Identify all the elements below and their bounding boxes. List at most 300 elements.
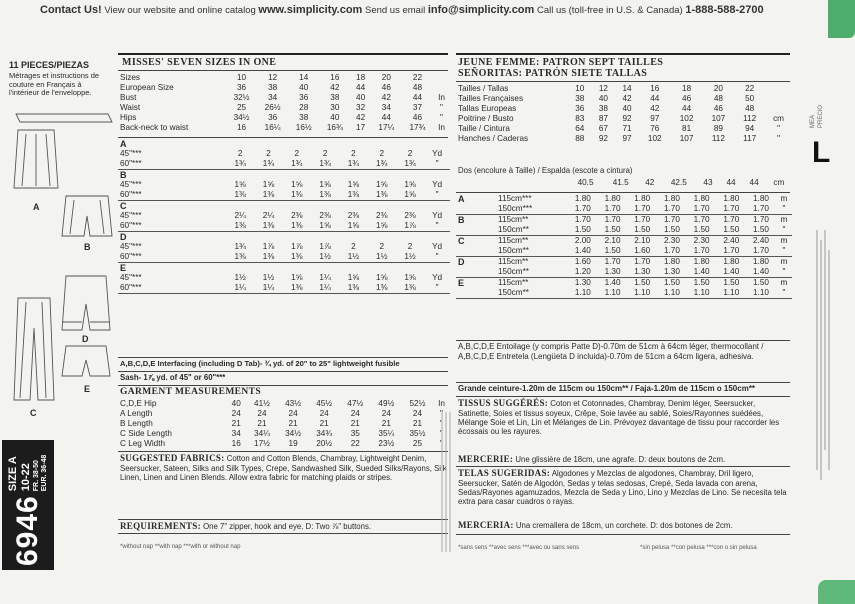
- table-cell: 25: [236, 103, 247, 112]
- row-label: Tallas Europeas: [458, 104, 517, 113]
- yardage-cell: 1½: [234, 273, 246, 282]
- yardage-cell: 1¼: [234, 283, 246, 292]
- tissus-suggeres: [458, 398, 790, 437]
- fabric-width-label: 150cm**: [498, 225, 529, 234]
- yardage-cell: 1⅜: [376, 190, 388, 199]
- table-cell: 21: [288, 419, 298, 428]
- fabric-width-label: 60"***: [120, 190, 142, 199]
- misses-top-rule: [118, 53, 448, 55]
- row-label: B Length: [120, 419, 153, 428]
- green-tab-bottom-decoration: [818, 580, 855, 604]
- yardage-cell: 1⅝: [347, 180, 360, 189]
- yardage-row: [118, 190, 450, 201]
- yardage-cell: 1.80: [574, 194, 591, 203]
- yardage-cell: 1.10: [634, 288, 651, 297]
- table-cell: 24: [381, 409, 391, 418]
- yardage-cell: 1½: [262, 273, 275, 282]
- table-cell: 38: [299, 113, 309, 122]
- table-row: [456, 124, 792, 134]
- unit-cell: [433, 73, 450, 83]
- table-cell: 42: [650, 104, 660, 113]
- yardage-cell: 1.70: [663, 204, 680, 213]
- view-heading-row: [118, 201, 450, 212]
- table-cell: 12: [598, 84, 608, 93]
- unit-cell: ": [782, 288, 786, 297]
- email-link[interactable]: info@simplicity.com: [427, 4, 535, 16]
- table-cell: 43½: [285, 399, 302, 408]
- yardage-cell: 1.80: [753, 257, 769, 266]
- fabric-width-label: 60"***: [120, 221, 142, 230]
- dos-cell: 42: [645, 178, 655, 187]
- table-row: [456, 94, 792, 104]
- yardage-cell: 1¾: [376, 159, 388, 168]
- tissus-rule: [456, 396, 790, 397]
- fabric-width-label: 115cm**: [498, 278, 529, 287]
- row-label: C Leg Width: [120, 439, 166, 448]
- mercerie-text: Une glissière de 18cm, une agrafe. D: deux boutons de 2cm.: [515, 455, 726, 464]
- yardage-cell: 1.50: [693, 278, 710, 287]
- table-cell: 16: [236, 123, 247, 132]
- yardage-cell: 2: [294, 149, 300, 158]
- unit-cell: cm: [773, 114, 784, 123]
- view-letter: A: [458, 194, 465, 204]
- yardage-cell: 1¾: [262, 159, 275, 168]
- fabric-width-label: 150cm***: [498, 204, 533, 213]
- table-cell: 21: [350, 419, 360, 428]
- website-link[interactable]: www.simplicity.com: [258, 4, 363, 16]
- view-letter: C: [458, 236, 465, 246]
- french-instructions-note: Métrages et instructions de couture en Français à l'intérieur de l'enveloppe.: [9, 71, 100, 98]
- yardage-cell: 2: [322, 149, 328, 158]
- yardage-cell: 1⅜: [291, 283, 303, 292]
- view-heading-row: [118, 232, 450, 243]
- table-cell: 64: [575, 124, 585, 133]
- yardage-cell: 1.50: [604, 225, 621, 234]
- table-cell: 38: [268, 83, 278, 92]
- table-cell: 25: [412, 439, 422, 448]
- yardage-cell: 1⅜: [234, 190, 246, 199]
- yardage-cell: 1.80: [723, 257, 740, 266]
- yardage-cell: 1.70: [693, 204, 710, 213]
- unit-cell: Yd: [432, 149, 443, 158]
- unit-cell: [433, 83, 450, 93]
- table-cell: 20: [713, 84, 723, 93]
- yardage-cell: 1.60: [574, 257, 591, 266]
- row-label: C Side Length: [120, 429, 172, 438]
- table-cell: 28: [299, 103, 309, 112]
- table-cell: 107: [711, 114, 726, 123]
- yardage-cell: 2.30: [693, 236, 710, 245]
- unit-cell: [765, 94, 792, 104]
- yardage-cell: 1.20: [574, 267, 591, 276]
- table-row: [456, 84, 792, 94]
- table-row: [118, 73, 450, 83]
- view-label-c: C: [30, 408, 37, 418]
- row-label: Tailles / Tallas: [458, 84, 509, 93]
- table-cell: 76: [650, 124, 660, 133]
- table-cell: 46: [381, 83, 391, 92]
- yardage-cell: 1⅜: [262, 221, 275, 230]
- unit-cell: Yd: [432, 211, 443, 220]
- row-label: Waist: [120, 103, 141, 112]
- table-cell: 14: [622, 84, 632, 93]
- yardage-cell: 1.10: [723, 288, 740, 297]
- unit-cell: ": [435, 283, 439, 292]
- unit-cell: m: [780, 257, 788, 266]
- table-cell: 42: [330, 83, 340, 92]
- table-cell: 26½: [264, 103, 281, 112]
- table-cell: 40: [299, 83, 309, 92]
- dos-label: Dos (encolure à Taille) / Espalda (escote a cintura): [458, 166, 633, 175]
- yardage-row: [118, 242, 450, 252]
- table-cell: 67: [598, 124, 608, 133]
- fabric-width-label: 115cm**: [498, 236, 529, 245]
- yardage-cell: 1⅜: [291, 252, 303, 261]
- contact-bar: [40, 4, 764, 16]
- yardage-cell: 1.30: [663, 267, 680, 276]
- fabric-width-label: 60"***: [120, 159, 142, 168]
- table-cell: 41½: [254, 399, 270, 408]
- fabric-width-label: 150cm**: [498, 267, 529, 276]
- entoilage-text: A,B,C,D,E Entoilage (y compris Patte D)-0.70m de 51cm à 64cm léger, thermocollant / A,B,C,D,E Entretela (Lengüeta D incluida)-0.70m de 51cm a 64cm ligera, adhesiva.: [458, 342, 764, 361]
- yardage-row: [118, 180, 450, 190]
- table-cell: 24: [257, 409, 267, 418]
- unit-cell: [765, 104, 792, 114]
- table-cell: 112: [743, 114, 757, 123]
- jeune-body-table: [456, 84, 792, 144]
- table-cell: 44: [356, 83, 366, 92]
- yardage-row: [456, 257, 792, 268]
- yardage-row: [118, 252, 450, 263]
- misses-title-rule: [118, 70, 448, 71]
- table-cell: 87: [598, 114, 608, 123]
- dos-cell: 40.5: [577, 178, 594, 187]
- yardage-cell: 1⅝: [404, 180, 416, 189]
- yardage-cell: 2: [407, 149, 413, 158]
- interfacing-text: A,B,C,D,E Interfacing (including D Tab)- ¾ yd. of 20" to 25" lightweight fusible: [120, 359, 400, 368]
- yardage-cell: 1.10: [693, 288, 710, 297]
- yardage-cell: 1.70: [723, 246, 740, 255]
- yardage-cell: 1.30: [634, 267, 651, 276]
- yardage-cell: 1.80: [723, 194, 740, 203]
- green-tab-decoration: [828, 0, 855, 38]
- unit-cell: ": [435, 221, 439, 230]
- table-cell: 44: [650, 94, 660, 103]
- unit-cell: In: [438, 93, 445, 102]
- table-row: [456, 114, 792, 124]
- yardage-cell: 1⅞: [291, 242, 303, 251]
- yardage-cell: 1¼: [319, 273, 331, 282]
- row-label: Back-neck to waist: [120, 123, 189, 132]
- mercerie-label: MERCERIE:: [458, 454, 514, 464]
- yardage-cell: 1¾: [234, 242, 246, 251]
- yardage-cell: 1⅜: [404, 283, 416, 292]
- requirements-text: One 7" zipper, hook and eye. D: Two ⅞" buttons.: [203, 522, 372, 531]
- fabric-width-label: 60"***: [120, 283, 142, 292]
- yardage-cell: 1.80: [634, 194, 651, 203]
- row-label: Poitrine / Busto: [458, 114, 514, 123]
- measure-logo-line2: PRECIO: [818, 104, 824, 128]
- view-letter: [456, 267, 496, 278]
- unit-cell: ": [440, 409, 443, 418]
- view-letter: [456, 246, 496, 257]
- yardage-cell: 1.70: [634, 215, 651, 224]
- yardage-cell: 1.70: [634, 204, 651, 213]
- table-cell: 22: [745, 84, 755, 93]
- yardage-cell: 1.50: [723, 278, 740, 287]
- dos-cell: 44: [749, 178, 759, 187]
- yardage-cell: 1.10: [663, 288, 680, 297]
- table-cell: 92: [598, 134, 608, 143]
- unit-cell: Yd: [432, 180, 443, 189]
- yardage-cell: 1⅞: [262, 242, 275, 251]
- table-cell: 21: [257, 419, 267, 428]
- view-sketches-icon: [8, 108, 120, 408]
- table-cell: 18: [682, 84, 692, 93]
- fabric-width-label: 45"***: [120, 149, 142, 158]
- yardage-row: [456, 246, 792, 257]
- table-cell: 46: [682, 94, 692, 103]
- table-row: [118, 93, 450, 103]
- table-cell: 40: [356, 93, 366, 102]
- table-cell: 102: [679, 114, 694, 123]
- suggested-fabrics-label: SUGGESTED FABRICS:: [120, 453, 225, 463]
- row-label: C,D,E Hip: [120, 399, 157, 408]
- view-letter: B: [458, 215, 465, 225]
- yardage-cell: 1¾: [404, 159, 416, 168]
- yardage-cell: 1⅝: [319, 180, 331, 189]
- unit-cell: ": [440, 103, 443, 112]
- pieces-count: 11 PIECES/PIEZAS: [9, 60, 90, 70]
- table-cell: 34½: [285, 429, 302, 438]
- yardage-cell: 1⅝: [376, 273, 388, 282]
- table-cell: 36: [268, 113, 278, 122]
- yardage-cell: 1⅝: [404, 190, 416, 199]
- table-cell: 36: [236, 83, 247, 92]
- yardage-row: [456, 288, 792, 299]
- table-cell: 35: [350, 429, 360, 438]
- yardage-cell: 1⅝: [376, 221, 388, 230]
- merceria-label: MERCERIA:: [458, 520, 514, 530]
- yardage-cell: 1.30: [604, 267, 621, 276]
- yardage-cell: 1¾: [234, 159, 246, 168]
- yardage-cell: 1.70: [663, 246, 680, 255]
- unit-cell: ": [435, 252, 439, 261]
- table-row: [118, 83, 450, 93]
- yardage-cell: 1⅝: [234, 180, 246, 189]
- table-cell: 16¾: [326, 123, 343, 132]
- copyright-fineprint-mid-icon: [382, 352, 462, 562]
- yardage-row: [118, 283, 450, 294]
- table-cell: 92: [622, 114, 632, 123]
- yardage-cell: 1.30: [574, 278, 591, 287]
- table-cell: 32: [356, 103, 366, 112]
- dos-values-row: [456, 178, 792, 188]
- yardage-cell: 1.50: [604, 246, 621, 255]
- unit-cell: ": [782, 204, 786, 213]
- table-cell: 22: [412, 73, 422, 82]
- fabric-width-label: 45"***: [120, 211, 142, 220]
- unit-cell: Yd: [432, 242, 443, 251]
- row-label: A Length: [120, 409, 153, 418]
- table-cell: 42: [356, 113, 366, 122]
- yardage-cell: 2: [351, 242, 356, 251]
- table-cell: 21: [412, 419, 422, 428]
- table-cell: 48: [713, 94, 723, 103]
- yardage-cell: 1.50: [753, 225, 769, 234]
- yardage-cell: 2: [407, 242, 413, 251]
- pattern-number-badge: [2, 440, 54, 570]
- yardage-cell: 1.70: [753, 246, 769, 255]
- yardage-cell: 1⅝: [291, 180, 303, 189]
- table-cell: 19: [288, 439, 298, 448]
- table-cell: 112: [711, 134, 725, 143]
- yardage-cell: 1⅜: [262, 190, 275, 199]
- merceria-bottom-rule: [456, 534, 790, 535]
- yardage-cell: 1.40: [604, 278, 621, 287]
- view-letter: B: [120, 170, 127, 180]
- table-cell: 34: [268, 93, 278, 102]
- footnote-es: *sin pelusa **con pelusa ***con o sin pelusa: [640, 545, 757, 551]
- jeune-top-rule: [456, 53, 790, 55]
- yardage-cell: 2.10: [604, 236, 621, 245]
- yardage-cell: 1.70: [574, 204, 591, 213]
- row-label: Tailles Françaises: [458, 94, 524, 103]
- requirements-label: REQUIREMENTS:: [120, 521, 201, 531]
- table-cell: 89: [713, 124, 723, 133]
- row-label: [456, 178, 568, 188]
- yardage-row: [118, 159, 450, 170]
- yardage-cell: 1.70: [604, 215, 621, 224]
- yardage-cell: 1.70: [663, 215, 680, 224]
- unit-cell: m: [780, 194, 788, 203]
- unit-cell: ": [782, 246, 786, 255]
- unit-cell: m: [780, 215, 788, 224]
- table-row: [118, 113, 450, 123]
- size-range: SIZE A 10-22: [7, 456, 32, 492]
- table-cell: 20½: [316, 439, 333, 448]
- yardage-cell: 2.40: [723, 236, 740, 245]
- yardage-cell: 1.40: [723, 267, 740, 276]
- table-cell: 45½: [316, 399, 333, 408]
- yardage-cell: 1.70: [634, 257, 651, 266]
- yardage-cell: 1.50: [693, 225, 710, 234]
- yardage-cell: 1.70: [753, 204, 769, 213]
- table-cell: 52½: [409, 399, 426, 408]
- table-cell: 24: [319, 409, 329, 418]
- misses-title: MISSES' SEVEN SIZES IN ONE: [122, 57, 277, 68]
- table-cell: 42: [381, 93, 391, 102]
- yardage-cell: 1½: [319, 252, 331, 261]
- fabric-width-label: 115cm***: [498, 194, 532, 203]
- yardage-cell: 1.80: [663, 257, 680, 266]
- measure-logo-line1: MEA: [810, 114, 816, 128]
- unit-cell: cm: [773, 178, 785, 187]
- catalog-text: View our website and online catalog: [104, 5, 256, 16]
- fabric-width-label: 45"***: [120, 273, 142, 282]
- view-letter: D: [458, 257, 465, 267]
- yardage-cell: 2: [351, 149, 356, 158]
- copyright-fineprint-icon: [814, 230, 834, 480]
- unit-cell: ": [435, 190, 439, 199]
- table-cell: 32½: [233, 93, 250, 102]
- fabric-width-label: 115cm**: [498, 257, 529, 266]
- yardage-cell: 2.30: [663, 236, 680, 245]
- merceria: [458, 520, 790, 531]
- table-cell: 17: [356, 123, 366, 132]
- telas-rule: [456, 466, 790, 467]
- yardage-cell: 2.10: [634, 236, 651, 245]
- yardage-cell: 1⅜: [262, 252, 275, 261]
- table-cell: 81: [682, 124, 692, 133]
- table-cell: 34¾: [316, 429, 333, 438]
- yardage-cell: 1¾: [347, 159, 360, 168]
- sash-text: Sash- 1⅞ yd. of 45" or 60"***: [120, 373, 226, 382]
- tissus-label: TISSUS SUGGÉRÉS:: [458, 398, 549, 408]
- dos-cell: 44: [726, 178, 736, 187]
- telas-text: Algodones y Mezclas de algodones, Chambray, Dril ligero, Seersucker, Satén de Algodón, Sedas y telas sedosas, Crepé, Seda lavada con arena, Sedas/Rayones agamuzados, Mezcla de Seda y Lino, Lino y Mezclas de Lino. Se necesita tela extra para casar cuadros o rayas.: [458, 469, 787, 507]
- unit-cell: ": [440, 439, 443, 448]
- view-heading-row: [118, 263, 450, 274]
- table-cell: 17½: [254, 439, 270, 448]
- yardage-cell: 2⅜: [404, 211, 416, 220]
- table-cell: 42: [622, 94, 632, 103]
- table-cell: 35¼: [378, 429, 395, 438]
- view-letter: [456, 204, 496, 215]
- yardage-cell: 1⅝: [262, 180, 275, 189]
- fabric-width-label: 45"***: [120, 242, 142, 251]
- measure-logo-letter: L: [812, 136, 831, 169]
- yardage-row: [118, 149, 450, 159]
- yardage-row: [456, 215, 792, 226]
- table-cell: 21: [231, 419, 241, 428]
- view-letter: [456, 288, 496, 299]
- yardage-cell: 2.40: [753, 236, 769, 245]
- unit-cell: ": [782, 267, 786, 276]
- yardage-cell: 2: [237, 149, 243, 158]
- table-cell: 14: [299, 73, 309, 82]
- table-cell: 107: [679, 134, 694, 143]
- table-cell: 44: [412, 93, 422, 102]
- row-label: Hips: [120, 113, 137, 122]
- yardage-cell: 1.10: [574, 288, 591, 297]
- yardage-row: [456, 236, 792, 247]
- table-cell: 37: [412, 103, 422, 112]
- table-cell: 46: [412, 113, 422, 122]
- yardage-cell: 1⅝: [319, 221, 331, 230]
- yardage-cell: 1.50: [634, 225, 651, 234]
- fr-size-range: FR. 38-50: [32, 460, 40, 492]
- entoilage-rule: [456, 340, 790, 341]
- yardage-cell: 1.40: [693, 267, 710, 276]
- table-cell: 23½: [378, 439, 395, 448]
- jeune-title-rule: [456, 81, 790, 82]
- yardage-cell: 2: [266, 149, 271, 158]
- table-cell: 22: [350, 439, 360, 448]
- yardage-cell: 2: [379, 149, 384, 158]
- table-cell: 16: [330, 73, 340, 82]
- table-cell: 83: [575, 114, 585, 123]
- table-cell: 50: [745, 94, 755, 103]
- table-cell: 38: [598, 104, 608, 113]
- yardage-cell: 1.40: [753, 267, 769, 276]
- footnote-fr: *sans sens **avec sens ***avec ou sans sens: [458, 545, 580, 551]
- unit-cell: ": [777, 124, 780, 133]
- table-cell: 40: [231, 399, 241, 408]
- yardage-cell: 1.50: [663, 278, 680, 287]
- table-cell: 88: [575, 134, 585, 143]
- yardage-cell: 1⅜: [291, 190, 303, 199]
